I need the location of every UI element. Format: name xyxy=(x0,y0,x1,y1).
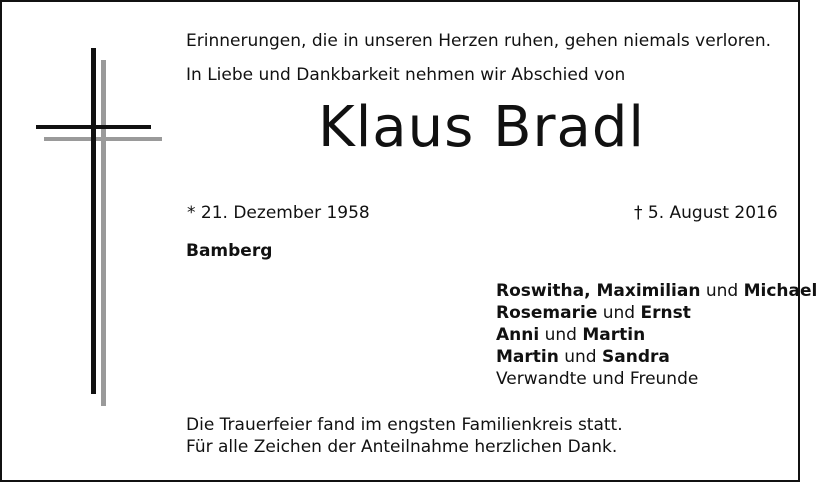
mourner-line xyxy=(496,368,817,390)
cross-vertical-bar xyxy=(91,48,96,394)
funeral-note: Die Trauerfeier fand im engsten Familienkreis statt. xyxy=(186,415,623,435)
mourner-connector: Verwandte und Freunde xyxy=(496,369,699,389)
mourner-connector: und xyxy=(539,325,583,345)
mourner-name: Martin xyxy=(582,325,646,345)
cross-icon xyxy=(30,42,170,412)
mourner-name: Rosemarie xyxy=(496,303,598,323)
death-date: † 5. August 2016 xyxy=(634,203,778,223)
hometown: Bamberg xyxy=(186,241,273,261)
mourner-line xyxy=(496,346,817,368)
mourner-name: Sandra xyxy=(602,347,670,367)
mourner-name: Roswitha, Maximilian xyxy=(496,281,701,301)
mourners-list xyxy=(496,280,817,390)
mourner-line xyxy=(496,280,817,302)
mourner-line xyxy=(496,324,817,346)
mourner-connector: und xyxy=(700,281,744,301)
deceased-name: Klaus Bradl xyxy=(318,95,645,160)
mourner-name: Martin xyxy=(496,347,559,367)
thanks-note: Für alle Zeichen der Anteilnahme herzlichen Dank. xyxy=(186,437,618,457)
mourner-name: Anni xyxy=(496,325,540,345)
birth-date: * 21. Dezember 1958 xyxy=(187,203,370,223)
cross-horizontal-shadow xyxy=(44,137,162,141)
mourner-name: Michael xyxy=(743,281,817,301)
cross-horizontal-bar xyxy=(36,125,151,129)
mourner-name: Ernst xyxy=(640,303,691,323)
intro-farewell: In Liebe und Dankbarkeit nehmen wir Abschied von xyxy=(186,65,626,85)
mourner-connector: und xyxy=(558,347,602,367)
mourner-connector: und xyxy=(597,303,641,323)
cross-vertical-shadow xyxy=(101,60,106,406)
mourner-line xyxy=(496,302,817,324)
intro-quote: Erinnerungen, die in unseren Herzen ruhen, gehen niemals verloren. xyxy=(186,31,772,51)
